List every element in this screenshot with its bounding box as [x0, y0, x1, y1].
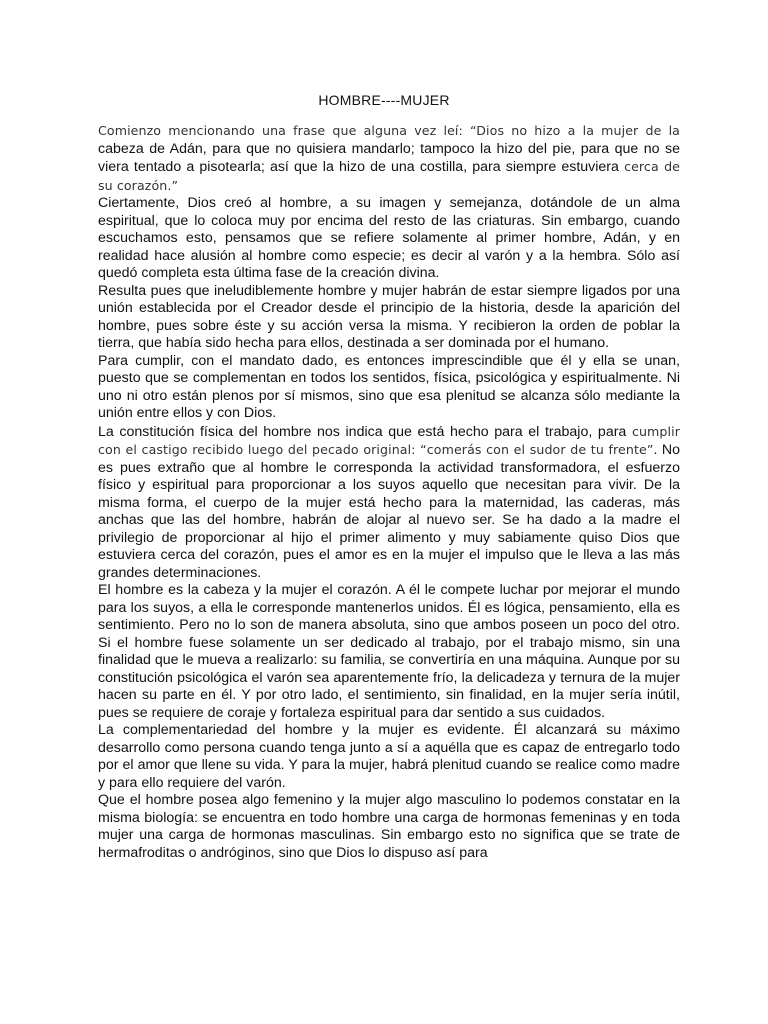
- paragraph-2-span-1: Ciertamente, Dios creó al hombre, a su imagen y semejanza, dotándole de un alma espiritual, que lo coloca muy por encima del resto de las criaturas. Sin embargo, cuando escuchamos esto, pensamos que se refiere solamente al primer hombre, Adán, y en realidad hace alusión al hombre como especie; es decir al varón y a la hembra. Sólo así quedó completa esta última fase de la creación divina.: [98, 195, 680, 281]
- paragraph-8-span-1: Que el hombre posea algo femenino y la mujer algo masculino lo podemos constatar en la misma biología: se encuentra en todo hombre una carga de hormonas femeninas y en toda mujer una carga de hormonas masculinas. Sin embargo esto no significa que se trate de hermafroditas o andróginos, sino que Dios lo dispuso así para: [98, 792, 680, 861]
- paragraph-6-span-1: El hombre es la cabeza y la mujer el corazón. A él le compete luchar por mejorar el mundo para los suyos, a ella le corresponde mantenerlos unidos. Él es lógica, pensamiento, ella es sentimiento. Pero no lo son de manera absoluta, sino que ambos poseen un poco del otro. Si el hombre fuese solamente un ser dedicado al trabajo, por el trabajo mismo, sin una finalidad que le mueva a realizarlo: su familia, se convertiría en una máquina. Aunque por su constitución psicológica el varón sea aparentemente frío, la delicadeza y ternura de la mujer hacen su parte en él. Y por otro lado, el sentimiento, sin finalidad, en la mujer sería inútil, pues se requiere de coraje y fortaleza espiritual para dar sentido a sus cuidados.: [98, 582, 680, 721]
- paragraph-1-span-1: Comienzo mencionando una frase que alguna vez leí: “Dios no hizo a la mujer de la: [98, 123, 680, 138]
- paragraph-3-span-1: Resulta pues que ineludiblemente hombre y mujer habrán de estar siempre ligados por una unión establecida por el Creador desde el principio de la historia, desde la aparición del hombre, pues sobre éste y su acción versa la misma. Y recibieron la orden de poblar la tierra, que había sido hecha para ellos, destinada a ser dominada por el humano.: [98, 282, 680, 351]
- paragraph-5-span-2: cumplir con el castigo recibido luego del pecado original: “comerás con el sudor de tu frente”: [98, 423, 680, 457]
- paragraph-4: [98, 353, 680, 423]
- paragraph-1-span-3: cerca de su corazón.”: [98, 159, 681, 193]
- paragraph-6: [98, 582, 680, 722]
- paragraph-8: [98, 792, 680, 862]
- paragraph-2: [98, 195, 680, 283]
- paragraph-1-span-2: cabeza de Adán, para que no quisiera mandarlo; tampoco la hizo del pie, para que no se viera tentado a pisotearla; así que la hizo de una costilla, para siempre estuviera: [98, 140, 680, 175]
- paragraph-7-span-1: La complementariedad del hombre y la mujer es evidente. Él alcanzará su máximo desarrollo como persona cuando tenga junto a sí a aquélla que es capaz de entregarlo todo por el amor que llene su vida. Y para la mujer, habrá plenitud cuando se realice como madre y para ello requiere del varón.: [98, 722, 680, 791]
- paragraph-3: [98, 283, 680, 353]
- paragraph-5-span-3: . No es pues extraño que al hombre le corresponda la actividad transformadora, el esfuerzo físico y espiritual para proporcionar a los suyos aquello que necesitan para vivir. De la misma forma, el cuerpo de la mujer está hecho para la maternidad, las caderas, más anchas que las del hombre, habrán de alojar al nuevo ser. Se ha dado a la madre el privilegio de proporcionar al hijo el primer alimento y muy sabiamente quiso Dios que estuviera cerca del corazón, pues el amor es en la mujer el impulso que le lleva a las más grandes determinaciones.: [98, 442, 681, 581]
- paragraph-7: [98, 722, 680, 792]
- paragraph-4-span-1: Para cumplir, con el mandato dado, es entonces imprescindible que él y ella se unan, puesto que se complementan en todos los sentidos, física, psicológica y espiritualmente. Ni uno ni otro están plenos por sí mismos, sino que esa plenitud se alcanza sólo mediante la unión entre ellos y con Dios.: [98, 352, 680, 421]
- paragraph-1: [98, 122, 680, 195]
- document-body: [98, 122, 680, 862]
- document-title: HOMBRE----MUJER: [318, 92, 450, 108]
- paragraph-5-span-1: La constitución física del hombre nos indica que está hecho para el trabajo, para: [98, 423, 632, 440]
- paragraph-5: [98, 423, 680, 583]
